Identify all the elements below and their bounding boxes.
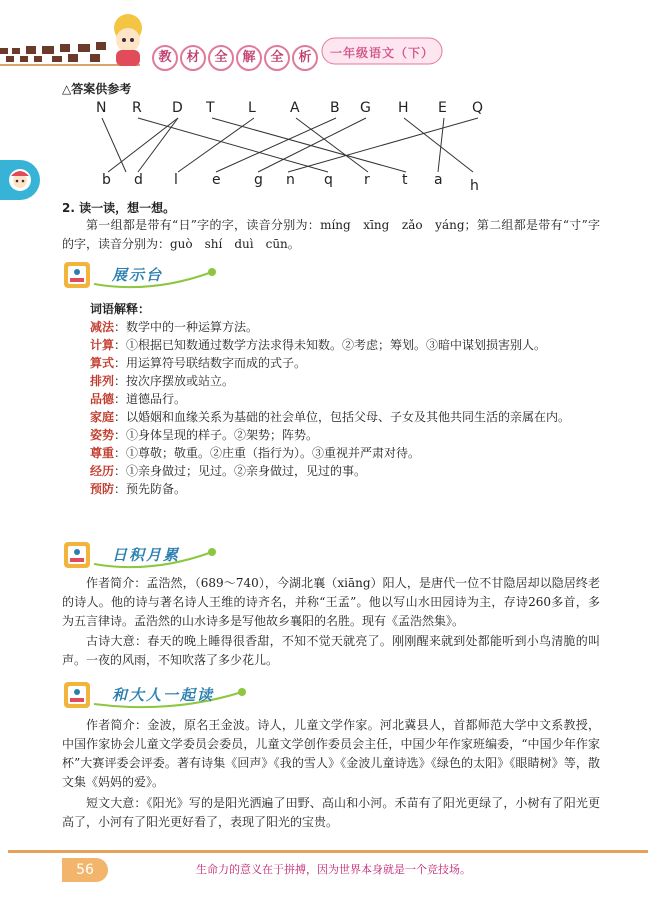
glossary-term: 经历 (90, 464, 115, 478)
q2-text: 第一组都是带有“日”字的字，读音分别为：míng xīng zǎo yáng；第二组都是带有“寸”字的字，读音分别为：guò shí duì cūn。 (62, 218, 600, 251)
section-banner-daily (62, 538, 222, 572)
glossary-item (90, 426, 600, 444)
top-letter-5: L (248, 100, 256, 116)
bottom-letter-11: h (470, 178, 479, 194)
header-grade: 一年级语文（下） (330, 46, 435, 60)
glossary-def: ：①亲身做过；见过。②亲身做过，见过的事。 (114, 464, 367, 478)
glossary-heading: 词语解释： (90, 302, 151, 316)
page-header (0, 0, 658, 78)
glossary-def: ：①尊敬；敬重。②庄重（指行为）。③重视并严肃对待。 (114, 446, 421, 460)
page-number: 56 (62, 858, 108, 882)
glossary-term: 计算 (90, 338, 115, 352)
glossary-term: 品德 (90, 392, 115, 406)
bottom-letter-5: g (254, 172, 263, 188)
glossary-def: ：①根据已知数通过数学方法求得未知数。②考虑；筹划。③暗中谋划损害别人。 (114, 338, 547, 352)
q2-heading: 2. 读一读，想一想。 (62, 201, 176, 215)
bottom-letter-2: d (134, 172, 143, 188)
top-letter-3: D (172, 100, 183, 116)
poem-meaning: 古诗大意：春天的晚上睡得很香甜，不知不觉天就亮了。刚刚醒来就到处都能听到小鸟清脆的叫声。一夜的风雨，不知吹落了多少花儿。 (62, 634, 600, 667)
bottom-letter-4: e (212, 172, 221, 188)
footer-motto: 生命力的意义在于拼搏，因为世界本身就是一个竞技场。 (196, 863, 471, 876)
footer-divider (8, 850, 648, 853)
top-letter-1: N (96, 100, 107, 116)
bottom-letter-3: l (174, 172, 178, 188)
glossary-item (90, 462, 600, 480)
bottom-letter-6: n (286, 172, 295, 188)
glossary-item (90, 372, 600, 390)
glossary-term: 排列 (90, 374, 115, 388)
top-letter-4: T (206, 100, 215, 116)
author-intro-meng: 作者简介：孟浩然，（689～740），今湖北襄（xiāng）阳人，是唐代一位不甘隐居却以隐居终老的诗人。他的诗与著名诗人王维的诗齐名，并称“王孟”。他以写山水田园诗为主，存诗260多首，多为五言律诗。孟浩然的山水诗多是写他故乡襄阳的名胜。现有《孟浩然集》。 (62, 576, 600, 628)
glossary-item (90, 390, 600, 408)
glossary-def: ：预先防备。 (114, 482, 187, 496)
essay-meaning: 短文大意：《阳光》写的是阳光洒遍了田野、高山和小河。禾苗有了阳光更绿了，小树有了阳光更高了，小河有了阳光更好看了，表现了阳光的宝贵。 (62, 796, 600, 829)
header-title-char-4: 解 (236, 45, 262, 71)
mascot-icon (0, 160, 40, 200)
bottom-letter-8: r (364, 172, 370, 188)
top-letter-11: Q (472, 100, 484, 116)
bottom-letter-7: q (324, 172, 333, 188)
glossary-item (90, 354, 600, 372)
bottom-letter-9: t (402, 172, 408, 188)
answers-title: △答案供参考 (62, 82, 132, 96)
header-title-char-5: 全 (264, 45, 290, 71)
header-title-char-3: 全 (208, 45, 234, 71)
glossary-term: 算式 (90, 356, 115, 370)
section-label: 和大人一起读 (112, 686, 215, 704)
glossary-list (90, 318, 600, 498)
top-letter-7: B (330, 100, 340, 116)
glossary-def: ：道德品行。 (114, 392, 187, 406)
side-tab (0, 160, 40, 200)
bottom-letter-10: a (434, 172, 443, 188)
glossary-item (90, 444, 600, 462)
glossary-def: ：数学中的一种运算方法。 (114, 320, 259, 334)
glossary-def: ：以婚姻和血缘关系为基础的社会单位，包括父母、子女及其他共同生活的亲属在内。 (114, 410, 571, 424)
header-title-char-1: 教 (152, 45, 178, 71)
glossary-term: 姿势 (90, 428, 115, 442)
top-letter-8: G (360, 100, 371, 116)
glossary-term: 家庭 (90, 410, 115, 424)
header-title-char-2: 材 (180, 45, 206, 71)
top-letter-10: E (438, 100, 447, 116)
header-title-char-6: 析 (292, 45, 318, 71)
top-letter-6: A (290, 100, 300, 116)
glossary-term: 预防 (90, 482, 115, 496)
bottom-letter-1: b (102, 172, 111, 188)
glossary-item (62, 408, 600, 426)
section-label: 展示台 (112, 266, 164, 284)
header-decoration (0, 0, 658, 78)
glossary-def: ：①身体呈现的样子。②架势；阵势。 (114, 428, 319, 442)
section-banner-read-together (62, 678, 252, 712)
glossary-term: 减法 (90, 320, 115, 334)
top-letter-2: R (132, 100, 142, 116)
glossary-item (90, 336, 600, 354)
section-banner-showcase (62, 258, 222, 292)
glossary-item (90, 480, 600, 498)
glossary-def: ：用运算符号联结数字而成的式子。 (114, 356, 307, 370)
letter-matching (88, 100, 508, 192)
author-intro-jinbo: 作者简介：金波，原名王金波。诗人，儿童文学作家。河北冀县人，首都师范大学中文系教授，中国作家协会儿童文学委员会委员，儿童文学创作委员会主任，中国少年作家班编委，“中国少年作家杯”大赛评委会评委。著有诗集《回声》《我的雪人》《金波儿童诗选》《绿色的太阳》《眼睛树》等，散文集《妈妈的爱》。 (62, 718, 600, 789)
glossary-def: ：按次序摆放或站立。 (114, 374, 235, 388)
top-letter-9: H (398, 100, 409, 116)
section-label: 日积月累 (112, 546, 181, 564)
glossary-term: 尊重 (90, 446, 115, 460)
glossary-item (90, 318, 600, 336)
